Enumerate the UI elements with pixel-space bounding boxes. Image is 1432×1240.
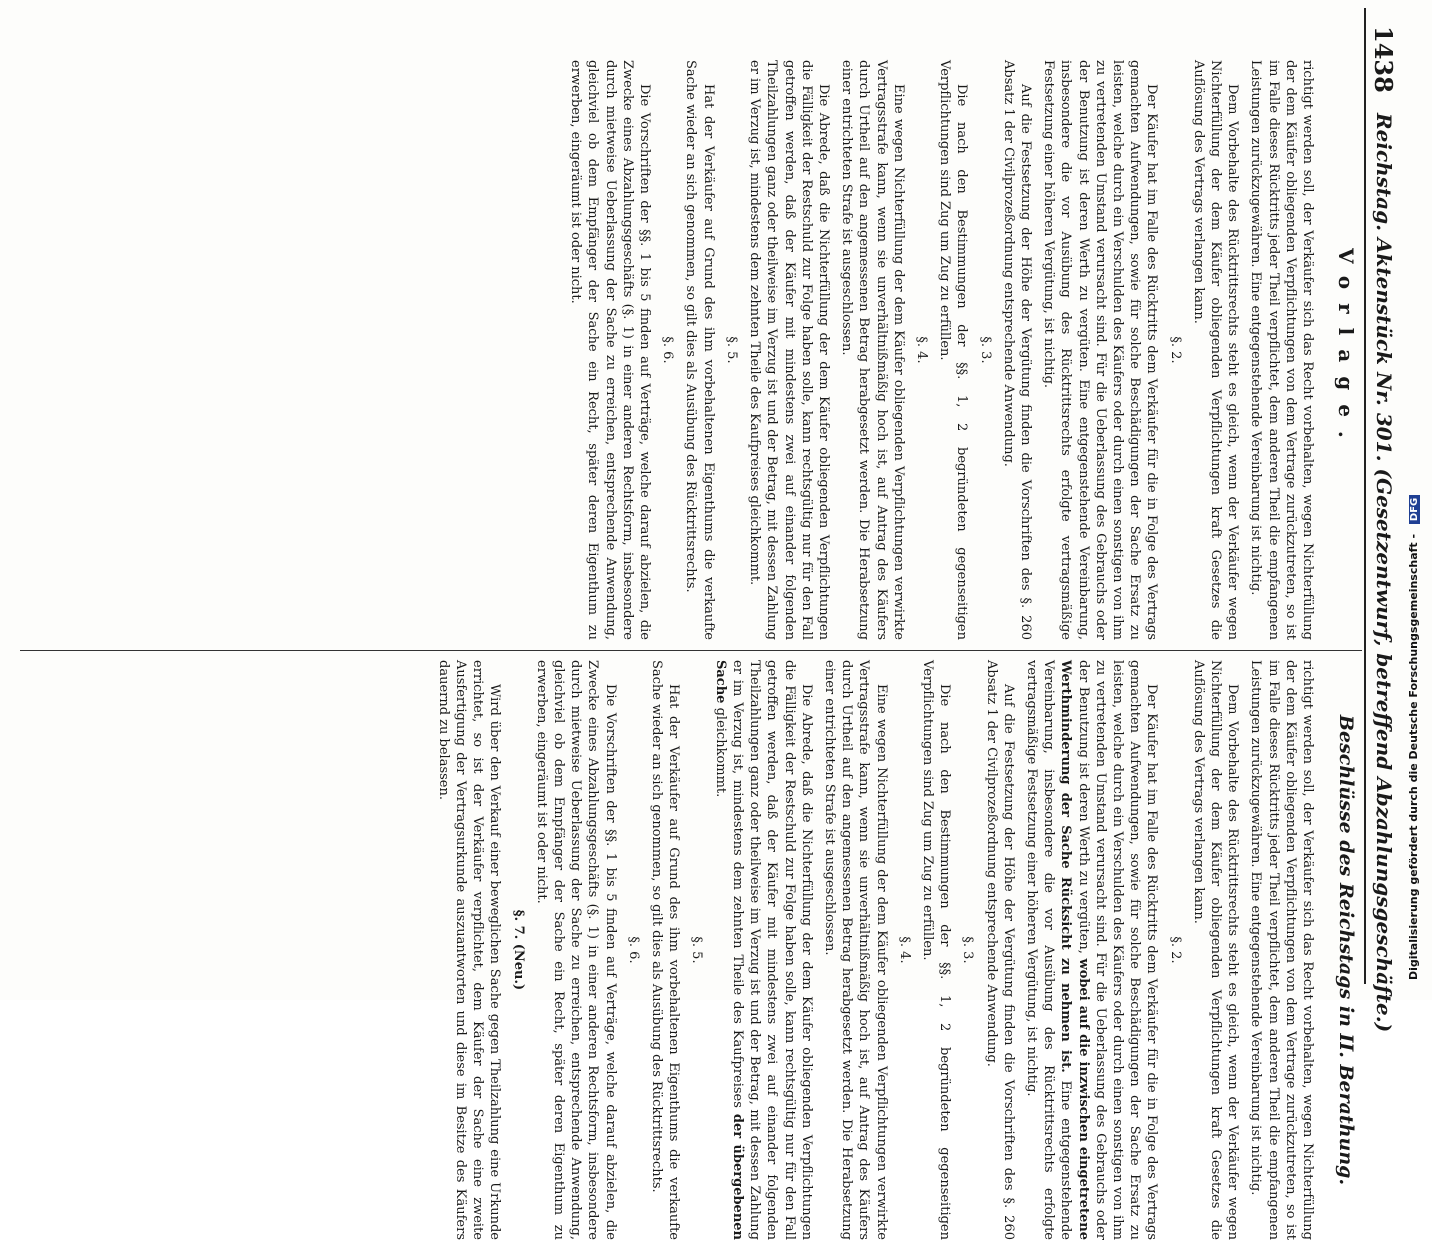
paragraph: Die Abrede, daß die Nichterfüllung der dem Käufer obliegenden Verpflichtungen die Fälligkeit der Restschuld zur Folge haben solle, kann rechtsgültig nur für den Fall getroffen werden, daß der Käufer mit mindestens zwei auf einander folgenden Theilzahlungen ganz oder theilweise im Verzug ist und der Betrag, mit dessen Zahlung er im Verzug ist, mindestens dem zehnten Theile des Kaufpreises gleichkommt. <box>747 60 831 640</box>
section-heading: §. 2. <box>1167 336 1183 364</box>
text-run: Der Käufer hat im Falle des Rücktritts dem Verkäufer für die in Folge des Vertrags gemachten Aufwendungen, sowie für solche Beschädigungen der Sache Ersatz zu leisten, welche durch ein Verschulden des Käufers oder durch einen sonstigen von ihm zu vertretenden Umstand verursacht sind. Für die Ueberlassung des Gebrauchs oder der Benutzung ist deren Werth zu vergüten, <box>1075 660 1160 1240</box>
text-run: Die Abrede, daß die Nichterfüllung der dem Käufer obliegenden Verpflichtungen die Fälligkeit der Restschuld zur Folge haben solle, kann rechtsgültig nur für den Fall getroffen werden, daß der Käufer mit mindestens zwei auf einander folgenden Theilzahlungen ganz oder theilweise im Verzug ist und der Betrag, mit dessen Zahlung er im Verzug ist, mindestens dem zehnten Theile des Kaufpreises <box>729 660 814 1240</box>
section-heading: §. 3. <box>960 936 976 964</box>
paragraph: richtigt werden soll, der Verkäufer sich das Recht vorbehalten, wegen Nichterfüllung der dem Käufer obliegenden Verpflichtungen von dem Vertrage zurückzutreten, so ist im Falle dieses Rücktritts jeder Theil verpflichtet, dem anderen Theil die empfangenen Leistungen zurückzugewähren. Eine entgegenstehende Vereinbarung ist nichtig. <box>1248 660 1315 1240</box>
section-heading: §. 4. <box>913 336 929 364</box>
paragraph: Die nach den Bestimmungen der §§. 1, 2 begründeten gegenseitigen Verpflichtungen sind Zug um Zug zu erfüllen. <box>937 60 970 640</box>
digitization-text: Digitalisierung gefördert durch die Deutsche Forschungsgemeinschaft - <box>1407 533 1420 980</box>
text-run: Eine entgegenstehende Vereinbarung, insbesondere die vor Ausübung des Rücktrittsrechts erfolgte vertragsmäßige Festsetzung einer höheren Vergütung, ist nichtig. <box>1023 660 1074 1240</box>
section-heading: §. 5. <box>689 936 705 964</box>
column-divider <box>20 650 1362 651</box>
paragraph: Eine wegen Nichterfüllung der dem Käufer obliegenden Verpflichtungen verwirkte Vertragsstrafe kann, wenn sie unverhältnißmäßig hoch ist, auf Antrag des Käufers durch Urtheil auf den angemessenen Betrag herabgesetzt werden. Die Herabsetzung einer entrichteten Strafe ist ausgeschlossen. <box>821 660 889 1240</box>
paragraph: Eine wegen Nichterfüllung der dem Käufer obliegenden Verpflichtungen verwirkte Vertragsstrafe kann, wenn sie unverhältnißmäßig hoch ist, auf Antrag des Käufers durch Urtheil auf den angemessenen Betrag herabgesetzt werden. Die Herabsetzung einer entrichteten Strafe ist ausgeschlossen. <box>839 60 906 640</box>
page-number: 1438 <box>1369 26 1398 93</box>
left-column-heading: Vorlage. <box>1334 248 1358 452</box>
section-heading: §. 6. <box>625 936 641 964</box>
page-header <box>1364 8 1404 1033</box>
paragraph: Hat der Verkäufer auf Grund des ihm vorbehaltenen Eigenthums die verkaufte Sache wieder an sich genommen, so gilt dies als Ausübung des Rücktrittsrechts. <box>683 60 716 640</box>
paragraph: Der Käufer hat im Falle des Rücktritts dem Verkäufer für die in Folge des Vertrags gemachten Aufwendungen, sowie für solche Beschädigungen der Sache Ersatz zu leisten, welche durch ein Verschulden des Käufers oder durch einen sonstigen von ihm zu vertretenden Umstand verursacht sind. Für die Ueberlassung des Gebrauchs oder der Benutzung ist deren Werth zu vergüten. Eine entgegenstehende Vereinbarung, insbesondere die vor Ausübung des Rücktrittsrechts erfolgte vertragsmäßige Festsetzung einer höheren Vergütung, ist nichtig. <box>1041 60 1160 640</box>
paragraph: Hat der Verkäufer auf Grund des ihm vorbehaltenen Eigenthums die verkaufte Sache wieder an sich genommen, so gilt dies als Ausübung des Rücktrittsrechts. <box>649 660 682 1240</box>
header-title: Reichstag. Aktenstück Nr. 301. (Gesetzentwurf, betreffend Abzahlungsgeschäfte.) <box>1372 113 1396 1033</box>
paragraph <box>1023 660 1161 1240</box>
header-rule <box>1364 8 1366 984</box>
section-heading: §. 4. <box>896 936 912 964</box>
right-column-heading: Beschlüsse des Reichstags in II. Berathung. <box>1335 714 1357 1186</box>
paragraph: Dem Vorbehalte des Rücktrittsrechts steht es gleich, wenn der Verkäufer wegen Nichterfüllung der dem Käufer obliegenden Verpflichtungen kraft Gesetzes die Auflösung des Vertrags verlangen kann. <box>1190 60 1241 640</box>
amendment-text: der übergebenen Sache <box>712 660 745 1240</box>
left-column <box>561 60 1356 640</box>
paragraph: Auf die Festsetzung der Höhe der Vergütung finden die Vorschriften des §. 260 Absatz 1 der Civilprozeßordnung entsprechende Anwendung. <box>1000 60 1033 640</box>
paragraph: richtigt werden soll, der Verkäufer sich das Recht vorbehalten, wegen Nichterfüllung der dem Käufer obliegenden Verpflichtungen von dem Vertrage zurückzutreten, so ist im Falle dieses Rücktritts jeder Theil verpflichtet, dem anderen Theil die empfangenen Leistungen zurückzugewähren. Eine entgegenstehende Vereinbarung ist nichtig. <box>1248 60 1315 640</box>
paragraph: Die nach den Bestimmungen der §§. 1, 2 begründeten gegenseitigen Verpflichtungen sind Zug um Zug zu erfüllen. <box>919 660 953 1240</box>
dfg-logo: DFG <box>1409 495 1420 524</box>
section-heading: §. 3. <box>977 336 993 364</box>
paragraph: Wird über den Verkauf einer beweglichen Sache gegen Theilzahlung eine Urkunde errichtet, so ist der Verkäufer verpflichtet, dem Käufer der Sache eine zweite Ausfertigung der Vertragsurkunde auszuantworten und diese im Besitze des Käufers dauernd zu belassen. <box>435 660 503 1240</box>
amendment-text: wobei auf die inzwischen eingetretene Werthminderung der Sache Rücksicht zu nehmen ist. <box>1058 660 1091 1240</box>
section-heading: §. 7. (Neu.) <box>510 909 526 991</box>
section-heading: §. 6. <box>660 336 676 364</box>
paragraph: Die Vorschriften der §§. 1 bis 5 finden auf Verträge, welche darauf abzielen, die Zwecke eines Abzahlungsgeschäfts (§. 1) in einer anderen Rechtsform, insbesondere durch mietweise Ueberlassung der Sache zu erreichen, entsprechende Anwendung, gleichviel ob dem Empfänger der Sache ein Recht, später deren Eigenthum zu erwerben, eingeräumt ist oder nicht. <box>568 60 653 640</box>
paragraph: Auf die Festsetzung der Höhe der Vergütung finden die Vorschriften des §. 260 Absatz 1 der Civilprozeßordnung entsprechende Anwendung. <box>983 660 1016 1240</box>
paragraph: Dem Vorbehalte des Rücktrittsrechts steht es gleich, wenn der Verkäufer wegen Nichterfüllung der dem Käufer obliegenden Verpflichtungen kraft Gesetzes die Auflösung des Vertrags verlangen kann. <box>1190 660 1241 1240</box>
digitization-note <box>1407 495 1420 980</box>
right-column <box>429 660 1356 1240</box>
paragraph: Die Vorschriften der §§. 1 bis 5 finden auf Verträge, welche darauf abzielen, die Zwecke eines Abzahlungsgeschäfts (§. 1) in einer anderen Rechtsform, insbesondere durch mietweise Ueberlassung der Sache zu erreichen, entsprechende Anwendung, gleichviel ob dem Empfänger der Sache ein Recht, später deren Eigenthum zu erwerben, eingeräumt ist oder nicht. <box>533 660 618 1240</box>
paragraph <box>712 660 815 1240</box>
section-heading: §. 2. <box>1167 936 1183 964</box>
section-heading: §. 5. <box>723 336 739 364</box>
text-run: gleichkommt. <box>712 707 728 798</box>
